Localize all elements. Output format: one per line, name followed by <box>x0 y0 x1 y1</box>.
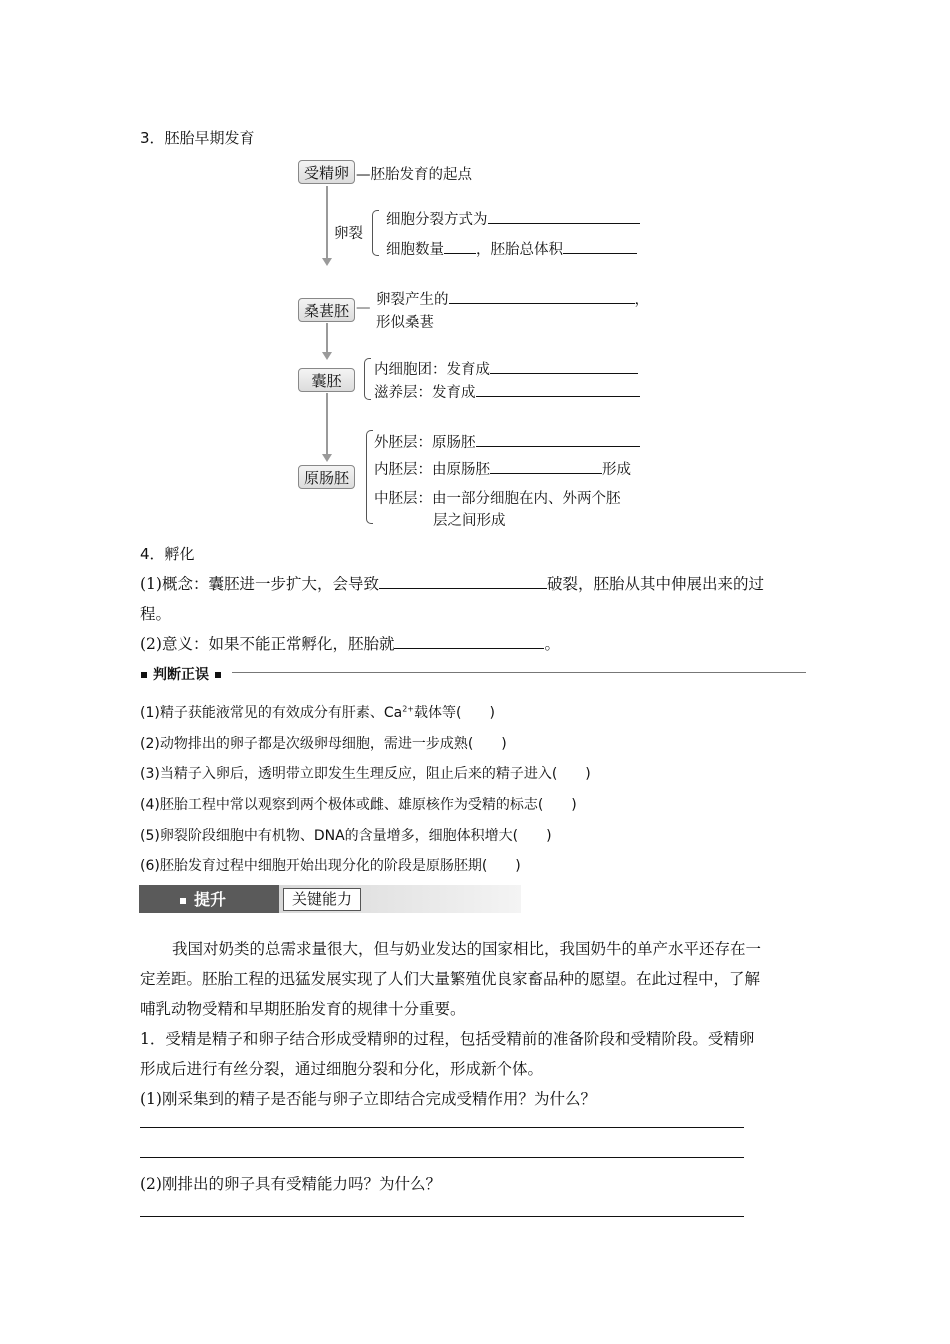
brace <box>364 358 371 400</box>
judge-item: (3)当精子入卵后，透明带立即发生生理反应，阻止后来的精子进入( ) <box>140 766 591 782</box>
arrow-line <box>326 323 328 353</box>
judge-item: (1)精子获能液常见的有效成分有肝素、$Ca^{2+}$载体等( ) <box>140 704 495 721</box>
square-bullet-icon <box>215 672 221 678</box>
blastocyst-line-1: 内细胞团：发育成 <box>374 358 638 379</box>
divider <box>232 672 806 673</box>
gastrula-line-1: 外胚层：原肠胚 <box>374 431 640 452</box>
judge-header: 判断正误 <box>141 664 221 684</box>
square-bullet-icon <box>141 672 147 678</box>
arrow-down-icon <box>322 258 332 266</box>
connector: — <box>356 300 371 316</box>
judge-item: (6)胚胎发育过程中细胞开始出现分化的阶段是原肠胚期( ) <box>140 858 521 874</box>
arrow-down-icon <box>322 352 332 360</box>
question-1: (1)刚采集到的精子是否能与卵子立即结合完成受精作用？为什么？ <box>140 1090 596 1108</box>
zygote-description: —胚胎发育的起点 <box>356 167 472 183</box>
section-3-title: 3．胚胎早期发育 <box>140 129 255 147</box>
section-4-title: 4．孵化 <box>140 545 195 563</box>
hatching-significance: (2)意义：如果不能正常孵化，胚胎就 。 <box>140 635 560 653</box>
answer-line[interactable] <box>140 1127 744 1128</box>
stage-blastocyst: 囊胚 <box>298 368 355 392</box>
judge-item: (5)卵裂阶段细胞中有机物、DNA的含量增多，细胞体积增大( ) <box>140 828 552 844</box>
intro-line-1: 我国对奶类的总需求量很大，但与奶业发达的国家相比，我国奶牛的单产水平还存在一 <box>172 940 762 958</box>
square-bullet-icon <box>180 898 186 904</box>
arrow-line <box>326 186 328 258</box>
cleavage-line-1: 细胞分裂方式为 <box>386 208 640 229</box>
question-2: (2)刚排出的卵子具有受精能力吗？为什么？ <box>140 1175 441 1193</box>
stage-morula: 桑葚胚 <box>298 298 355 322</box>
morula-line-1: 卵裂产生的 ， <box>376 288 649 309</box>
intro-line-3: 哺乳动物受精和早期胚胎发育的规律十分重要。 <box>140 1000 466 1018</box>
gastrula-line-4: 层之间形成 <box>433 513 506 529</box>
answer-line[interactable] <box>140 1216 744 1217</box>
gastrula-line-3: 中胚层：由一部分细胞在内、外两个胚 <box>374 491 621 507</box>
gastrula-line-2: 内胚层：由原肠胚 形成 <box>374 458 631 479</box>
blastocyst-line-2: 滋养层：发育成 <box>374 381 640 402</box>
brace <box>366 430 373 524</box>
arrow-down-icon <box>322 454 332 462</box>
hatching-concept-cont: 程。 <box>140 605 172 623</box>
stage-zygote: 受精卵 <box>298 160 355 184</box>
arrow-line <box>326 393 328 455</box>
morula-line-2: 形似桑葚 <box>376 315 434 331</box>
point-1-line-2: 形成后进行有丝分裂，通过细胞分裂和分化，形成新个体。 <box>140 1060 544 1078</box>
brace <box>372 210 379 256</box>
intro-line-2: 定差距。胚胎工程的迅猛发展实现了人们大量繁殖优良家畜品种的愿望。在此过程中，了解 <box>140 970 761 988</box>
judge-item: (4)胚胎工程中常以观察到两个极体或雌、雄原核作为受精的标志( ) <box>140 797 577 813</box>
hatching-concept: (1)概念：囊胚进一步扩大，会导致 破裂，胚胎从其中伸展出来的过 <box>140 575 764 593</box>
cleavage-line-2: 细胞数量 ，胚胎总体积 <box>386 238 637 259</box>
banner-right: 关键能力 <box>283 888 361 911</box>
judge-item: (2)动物排出的卵子都是次级卵母细胞，需进一步成熟( ) <box>140 736 507 752</box>
banner-left: 提升 <box>180 887 226 910</box>
answer-line[interactable] <box>140 1157 744 1158</box>
cleavage-label: 卵裂 <box>334 226 363 242</box>
point-1-line-1: 1．受精是精子和卵子结合形成受精卵的过程，包括受精前的准备阶段和受精阶段。受精卵 <box>140 1030 755 1048</box>
stage-gastrula: 原肠胚 <box>298 465 355 489</box>
